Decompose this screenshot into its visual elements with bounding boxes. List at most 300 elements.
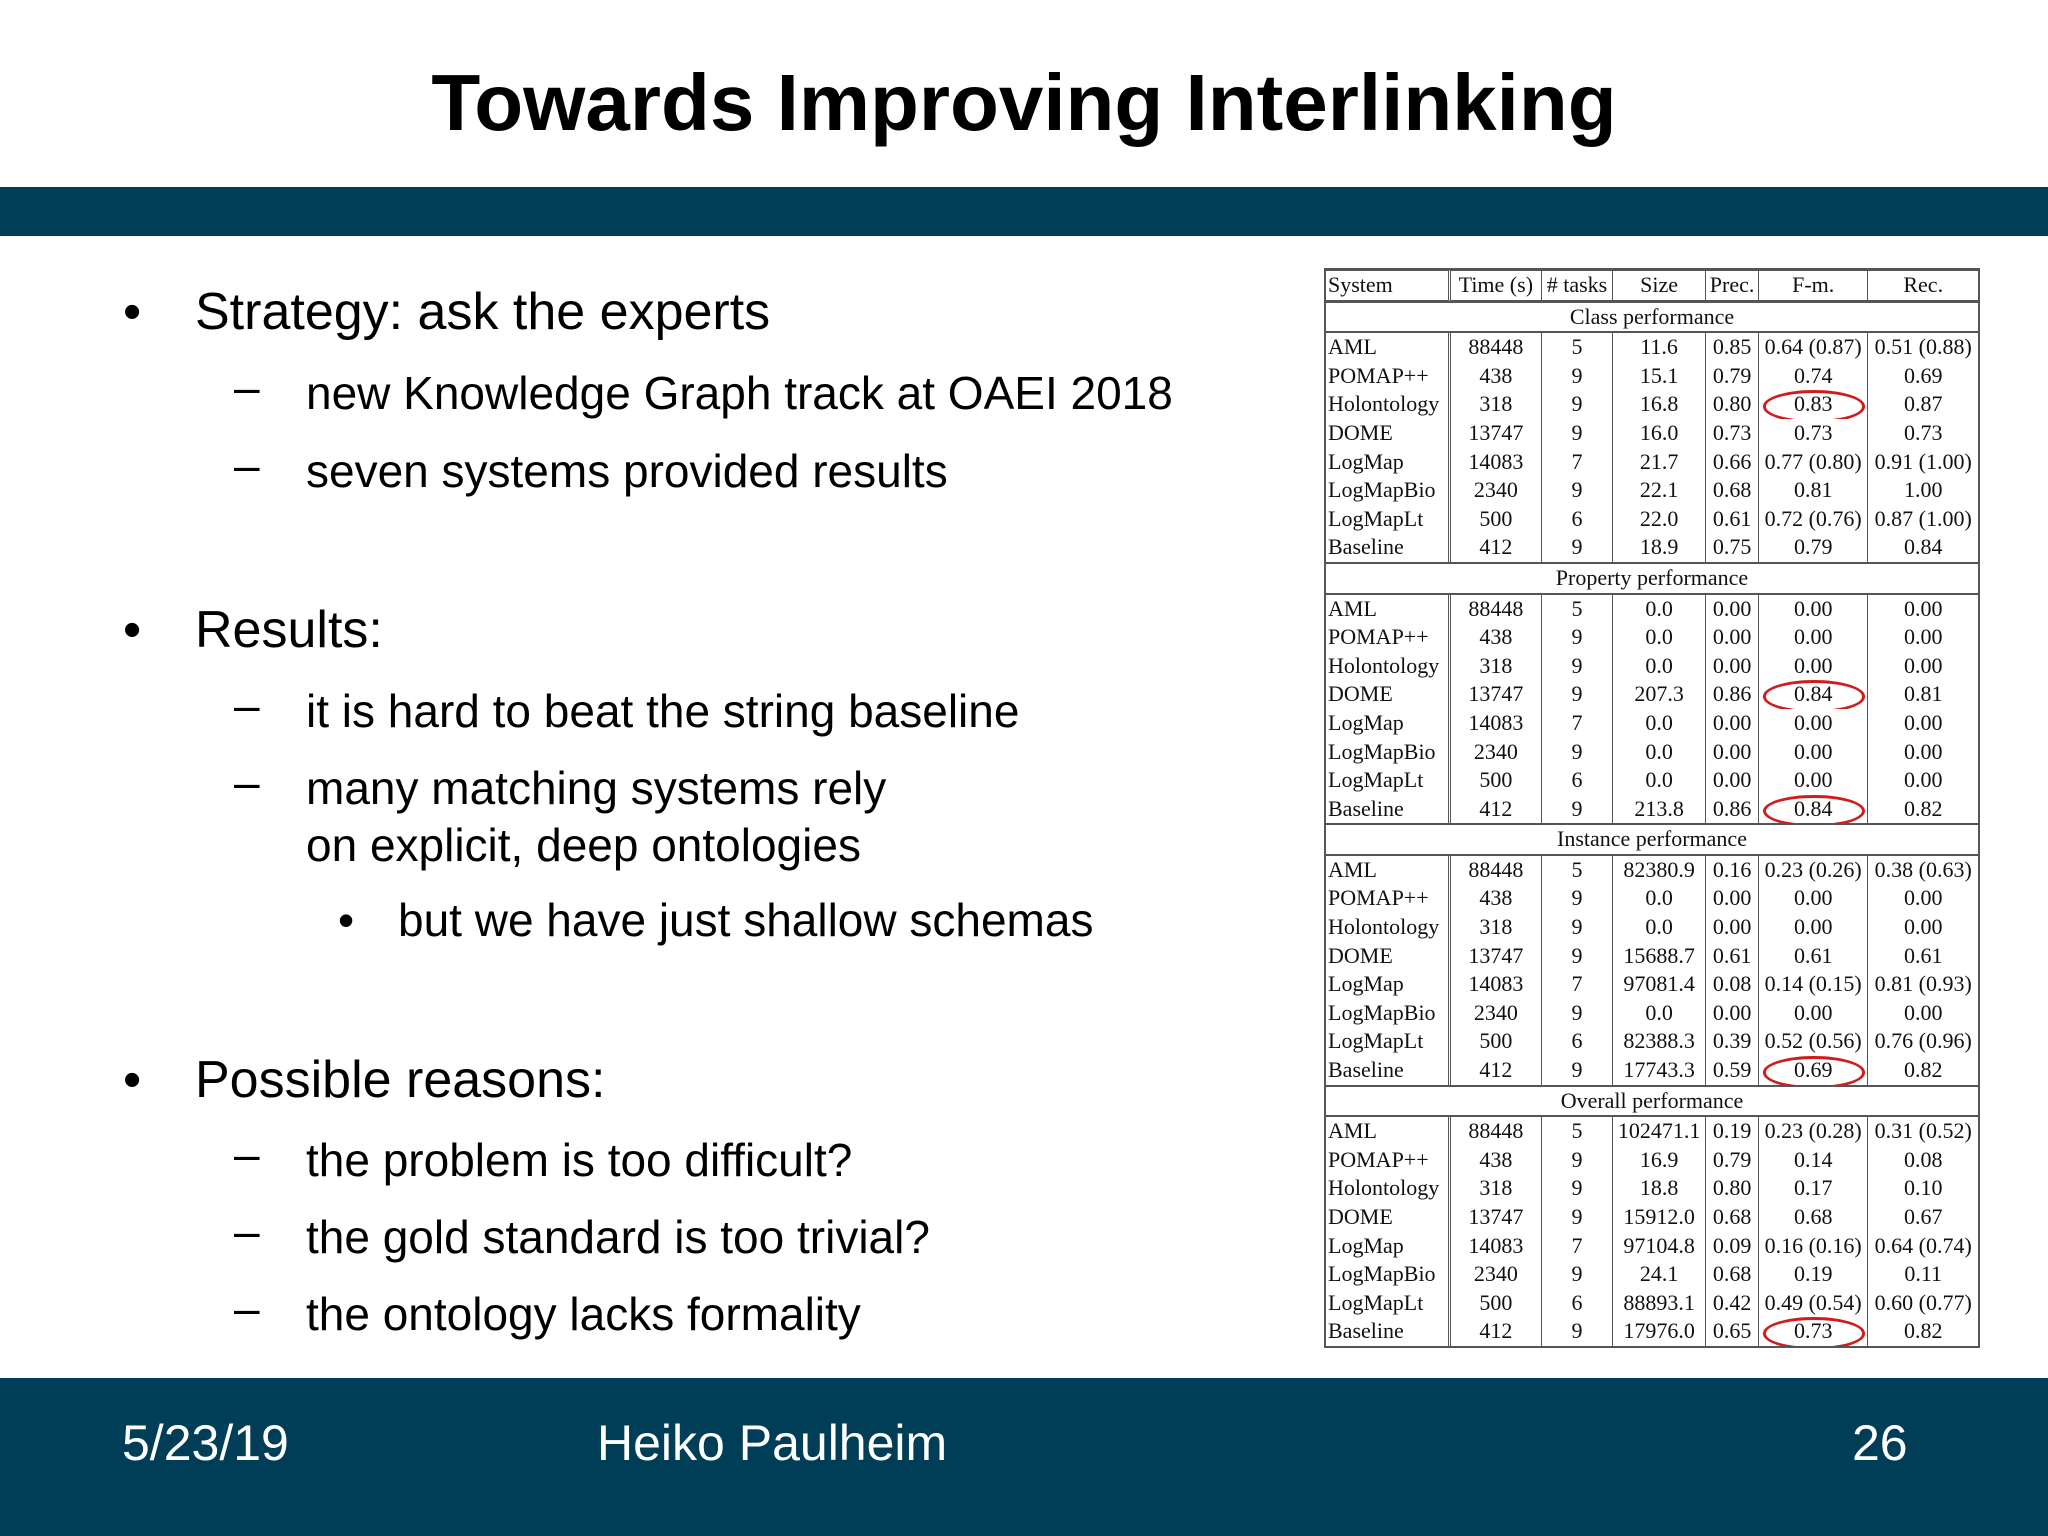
value-cell: 412 bbox=[1451, 795, 1542, 824]
value-cell: 2340 bbox=[1451, 999, 1542, 1028]
value-cell: 0.0 bbox=[1613, 884, 1706, 913]
value-cell: 0.52 (0.56) bbox=[1759, 1027, 1869, 1056]
system-name-cell: LogMapBio bbox=[1326, 476, 1451, 505]
value-cell: 6 bbox=[1542, 505, 1613, 534]
value-cell: 0.82 bbox=[1903, 1057, 1943, 1083]
bullet-mark: • bbox=[123, 1051, 142, 1109]
system-name-cell: AML bbox=[1326, 1117, 1451, 1146]
value-cell: 15912.0 bbox=[1613, 1203, 1706, 1232]
section-title: Class performance bbox=[1326, 301, 1978, 334]
value-cell: 0.68 bbox=[1706, 476, 1759, 505]
value-cell: 6 bbox=[1542, 1289, 1613, 1318]
value-cell: 88893.1 bbox=[1613, 1289, 1706, 1318]
value-cell: 9 bbox=[1542, 362, 1613, 391]
value-cell: 0.86 bbox=[1706, 795, 1759, 824]
value-cell: 0.74 bbox=[1759, 362, 1869, 391]
value-cell: 9 bbox=[1542, 795, 1613, 824]
value-cell: 0.72 (0.76) bbox=[1759, 505, 1869, 534]
table-row bbox=[1326, 680, 1978, 709]
value-cell: 0.00 bbox=[1759, 913, 1869, 942]
value-cell: 0.65 bbox=[1706, 1317, 1759, 1346]
value-cell: 0.66 bbox=[1706, 448, 1759, 477]
value-cell: 438 bbox=[1451, 884, 1542, 913]
header-bar bbox=[0, 187, 2048, 236]
table-row bbox=[1326, 362, 1978, 391]
value-cell: 0.16 bbox=[1706, 856, 1759, 885]
value-cell: 22.1 bbox=[1613, 476, 1706, 505]
value-cell: 0.00 bbox=[1759, 999, 1869, 1028]
value-cell: 0.00 bbox=[1903, 595, 1943, 621]
section-title: Overall performance bbox=[1326, 1085, 1978, 1118]
value-cell: 0.00 bbox=[1706, 623, 1759, 652]
sub-bullet-continuation bbox=[306, 816, 861, 874]
column-header: Prec. bbox=[1706, 270, 1759, 301]
sub-bullet bbox=[234, 1205, 930, 1266]
value-cell: 0.11 bbox=[1904, 1261, 1943, 1287]
value-cell: 9 bbox=[1542, 999, 1613, 1028]
value-cell: 0.67 bbox=[1903, 1204, 1943, 1229]
system-name-cell: LogMap bbox=[1326, 970, 1451, 999]
value-cell: 0.0 bbox=[1613, 652, 1706, 681]
value-cell: 13747 bbox=[1451, 680, 1542, 709]
table-row bbox=[1326, 505, 1978, 534]
table-row bbox=[1326, 623, 1978, 652]
value-cell: 0.00 bbox=[1903, 624, 1943, 650]
value-cell: 9 bbox=[1542, 533, 1613, 562]
footer-date: 5/23/19 bbox=[122, 1415, 289, 1471]
value-cell: 9 bbox=[1542, 623, 1613, 652]
table-row bbox=[1326, 448, 1978, 477]
table-row bbox=[1326, 333, 1978, 362]
bullet-strategy bbox=[123, 280, 771, 344]
value-cell: 0.00 bbox=[1903, 738, 1943, 764]
value-cell: 0.14 bbox=[1759, 1146, 1869, 1175]
value-cell: 2340 bbox=[1451, 476, 1542, 505]
value-cell: 0.00 bbox=[1903, 914, 1943, 940]
dash-mark: – bbox=[234, 1128, 260, 1180]
value-cell: 0.16 (0.16) bbox=[1759, 1232, 1869, 1261]
value-cell: 0.0 bbox=[1613, 738, 1706, 767]
value-cell: 0.00 bbox=[1706, 709, 1759, 738]
value-cell: 15688.7 bbox=[1613, 942, 1706, 971]
value-cell: 0.73 bbox=[1759, 419, 1869, 448]
table-row bbox=[1326, 913, 1978, 942]
dash-mark: – bbox=[234, 756, 260, 808]
value-cell: 9 bbox=[1542, 1146, 1613, 1175]
system-name-cell: Baseline bbox=[1326, 533, 1451, 562]
value-cell: 0.79 bbox=[1759, 533, 1869, 562]
value-cell: 9 bbox=[1542, 419, 1613, 448]
value-cell: 412 bbox=[1451, 533, 1542, 562]
sub-bullet-text: the problem is too difficult? bbox=[306, 1134, 853, 1186]
value-cell: 0.42 bbox=[1706, 1289, 1759, 1318]
table-row bbox=[1326, 1146, 1978, 1175]
value-cell: 0.73 bbox=[1706, 419, 1759, 448]
section-header-row bbox=[1326, 1085, 1978, 1118]
value-cell: 9 bbox=[1542, 680, 1613, 709]
sub-bullet-text: the gold standard is too trivial? bbox=[306, 1211, 930, 1263]
value-cell: 0.61 bbox=[1759, 942, 1869, 971]
value-cell: 0.64 (0.87) bbox=[1759, 333, 1869, 362]
value-cell: 5 bbox=[1542, 1117, 1613, 1146]
system-name-cell: POMAP++ bbox=[1326, 1146, 1451, 1175]
value-cell: 0.77 (0.80) bbox=[1759, 448, 1869, 477]
value-cell: 0.69 bbox=[1903, 362, 1943, 388]
value-cell: 0.61 bbox=[1706, 505, 1759, 534]
system-name-cell: LogMapBio bbox=[1326, 1260, 1451, 1289]
value-cell: 0.00 bbox=[1759, 766, 1869, 795]
system-name-cell: LogMapBio bbox=[1326, 738, 1451, 767]
table-row bbox=[1326, 652, 1978, 681]
sub-bullet-text: many matching systems rely bbox=[306, 762, 887, 814]
value-cell: 0.81 bbox=[1903, 681, 1943, 707]
value-cell: 2340 bbox=[1451, 738, 1542, 767]
value-cell: 0.68 bbox=[1706, 1203, 1759, 1232]
table-row bbox=[1326, 1260, 1978, 1289]
system-name-cell: Baseline bbox=[1326, 1056, 1451, 1085]
section-title: Instance performance bbox=[1326, 823, 1978, 856]
sub-bullet-text: seven systems provided results bbox=[306, 445, 948, 497]
dash-mark: – bbox=[234, 1282, 260, 1334]
value-cell: 0.85 bbox=[1706, 333, 1759, 362]
value-cell: 0.08 bbox=[1706, 970, 1759, 999]
value-cell: 0.39 bbox=[1706, 1027, 1759, 1056]
sub-bullet-text: it is hard to beat the string baseline bbox=[306, 685, 1020, 737]
value-cell: 500 bbox=[1451, 766, 1542, 795]
sub-sub-bullet-text: but we have just shallow schemas bbox=[398, 894, 1094, 946]
system-name-cell: DOME bbox=[1326, 1203, 1451, 1232]
bullet-mark: • bbox=[338, 894, 355, 946]
system-name-cell: Baseline bbox=[1326, 1317, 1451, 1346]
system-name-cell: AML bbox=[1326, 856, 1451, 885]
value-cell: 0.00 bbox=[1759, 595, 1869, 624]
value-cell: 213.8 bbox=[1613, 795, 1706, 824]
value-cell: 0.00 bbox=[1706, 884, 1759, 913]
value-cell: 82380.9 bbox=[1613, 856, 1706, 885]
value-cell: 13747 bbox=[1451, 942, 1542, 971]
bullet-text: Possible reasons: bbox=[195, 1051, 606, 1109]
value-cell: 9 bbox=[1542, 942, 1613, 971]
value-cell: 97104.8 bbox=[1613, 1232, 1706, 1261]
value-cell: 18.9 bbox=[1613, 533, 1706, 562]
system-name-cell: LogMap bbox=[1326, 1232, 1451, 1261]
table-row bbox=[1326, 970, 1978, 999]
value-cell: 500 bbox=[1451, 1289, 1542, 1318]
value-cell: 318 bbox=[1451, 390, 1542, 419]
value-cell: 88448 bbox=[1451, 856, 1542, 885]
value-cell: 0.64 (0.74) bbox=[1874, 1232, 1972, 1258]
value-cell: 0.61 bbox=[1706, 942, 1759, 971]
table-row bbox=[1326, 1174, 1978, 1203]
bullet-text: Strategy: ask the experts bbox=[195, 283, 771, 341]
value-cell: 14083 bbox=[1451, 970, 1542, 999]
value-cell: 0.31 (0.52) bbox=[1874, 1118, 1972, 1144]
value-cell: 0.69 bbox=[1759, 1056, 1869, 1085]
value-cell: 7 bbox=[1542, 709, 1613, 738]
system-name-cell: LogMap bbox=[1326, 448, 1451, 477]
value-cell: 0.73 bbox=[1759, 1317, 1869, 1346]
section-header-row bbox=[1326, 823, 1978, 856]
table-row bbox=[1326, 1289, 1978, 1318]
table-row bbox=[1326, 942, 1978, 971]
value-cell: 0.14 (0.15) bbox=[1759, 970, 1869, 999]
bullet-results bbox=[123, 598, 383, 662]
value-cell: 0.86 bbox=[1706, 680, 1759, 709]
footer-page-number: 26 bbox=[1852, 1415, 1908, 1471]
value-cell: 0.80 bbox=[1706, 1174, 1759, 1203]
value-cell: 17976.0 bbox=[1613, 1317, 1706, 1346]
sub-sub-bullet bbox=[338, 891, 1094, 949]
value-cell: 0.0 bbox=[1613, 766, 1706, 795]
value-cell: 318 bbox=[1451, 1174, 1542, 1203]
bullet-mark: • bbox=[123, 283, 142, 341]
value-cell: 0.68 bbox=[1759, 1203, 1869, 1232]
sub-bullet bbox=[234, 756, 887, 817]
table-row bbox=[1326, 476, 1978, 505]
value-cell: 0.0 bbox=[1613, 999, 1706, 1028]
value-cell: 0.00 bbox=[1706, 999, 1759, 1028]
value-cell: 0.81 bbox=[1759, 476, 1869, 505]
system-name-cell: DOME bbox=[1326, 680, 1451, 709]
slide-title: Towards Improving Interlinking bbox=[431, 58, 1617, 147]
value-cell: 0.00 bbox=[1759, 709, 1869, 738]
value-cell: 0.00 bbox=[1903, 885, 1943, 911]
table-row bbox=[1326, 1317, 1978, 1346]
section-title: Property performance bbox=[1326, 562, 1978, 595]
sub-bullet bbox=[234, 1128, 853, 1189]
value-cell: 16.8 bbox=[1613, 390, 1706, 419]
value-cell: 0.0 bbox=[1613, 595, 1706, 624]
value-cell: 0.10 bbox=[1903, 1175, 1943, 1201]
system-name-cell: LogMapLt bbox=[1326, 766, 1451, 795]
value-cell: 0.80 bbox=[1706, 390, 1759, 419]
bullet-text: Results: bbox=[195, 601, 383, 659]
table-row bbox=[1326, 856, 1978, 885]
dash-mark: – bbox=[234, 1205, 260, 1257]
system-name-cell: LogMapLt bbox=[1326, 1289, 1451, 1318]
value-cell: 0.87 bbox=[1903, 391, 1943, 417]
value-cell: 9 bbox=[1542, 1056, 1613, 1085]
value-cell: 0.79 bbox=[1706, 362, 1759, 391]
value-cell: 18.8 bbox=[1613, 1174, 1706, 1203]
value-cell: 0.59 bbox=[1706, 1056, 1759, 1085]
table-row bbox=[1326, 738, 1978, 767]
value-cell: 0.49 (0.54) bbox=[1759, 1289, 1869, 1318]
column-header: F-m. bbox=[1759, 270, 1869, 301]
value-cell: 102471.1 bbox=[1613, 1117, 1706, 1146]
system-name-cell: DOME bbox=[1326, 419, 1451, 448]
table-row bbox=[1326, 766, 1978, 795]
value-cell: 6 bbox=[1542, 1027, 1613, 1056]
value-cell: 9 bbox=[1542, 1203, 1613, 1232]
value-cell: 0.00 bbox=[1706, 595, 1759, 624]
value-cell: 318 bbox=[1451, 913, 1542, 942]
value-cell: 0.84 bbox=[1759, 680, 1869, 709]
dash-mark: – bbox=[234, 439, 260, 491]
value-cell: 0.82 bbox=[1903, 795, 1943, 821]
value-cell: 11.6 bbox=[1613, 333, 1706, 362]
value-cell: 0.00 bbox=[1706, 766, 1759, 795]
system-name-cell: Holontology bbox=[1326, 652, 1451, 681]
table-row bbox=[1326, 1027, 1978, 1056]
value-cell: 0.23 (0.26) bbox=[1759, 856, 1869, 885]
value-cell: 0.23 (0.28) bbox=[1759, 1117, 1869, 1146]
sub-bullet-text: on explicit, deep ontologies bbox=[306, 819, 861, 871]
value-cell: 0.00 bbox=[1706, 913, 1759, 942]
value-cell: 0.87 (1.00) bbox=[1874, 505, 1972, 531]
table-row bbox=[1326, 533, 1978, 562]
value-cell: 14083 bbox=[1451, 709, 1542, 738]
value-cell: 0.0 bbox=[1613, 623, 1706, 652]
value-cell: 0.84 bbox=[1759, 795, 1869, 824]
column-header: Time (s) bbox=[1451, 270, 1542, 301]
bullet-reasons bbox=[123, 1048, 606, 1112]
value-cell: 0.76 (0.96) bbox=[1874, 1028, 1972, 1054]
system-name-cell: LogMapLt bbox=[1326, 1027, 1451, 1056]
value-cell: 0.0 bbox=[1613, 913, 1706, 942]
value-cell: 22.0 bbox=[1613, 505, 1706, 534]
value-cell: 438 bbox=[1451, 362, 1542, 391]
value-cell: 0.00 bbox=[1759, 884, 1869, 913]
table-row bbox=[1326, 1117, 1978, 1146]
value-cell: 5 bbox=[1542, 595, 1613, 624]
value-cell: 2340 bbox=[1451, 1260, 1542, 1289]
system-name-cell: POMAP++ bbox=[1326, 623, 1451, 652]
value-cell: 17743.3 bbox=[1613, 1056, 1706, 1085]
system-name-cell: Holontology bbox=[1326, 390, 1451, 419]
value-cell: 0.60 (0.77) bbox=[1874, 1289, 1972, 1315]
value-cell: 318 bbox=[1451, 652, 1542, 681]
value-cell: 0.00 bbox=[1903, 999, 1943, 1025]
value-cell: 0.83 bbox=[1759, 390, 1869, 419]
value-cell: 9 bbox=[1542, 652, 1613, 681]
value-cell: 24.1 bbox=[1613, 1260, 1706, 1289]
table-row bbox=[1326, 595, 1978, 624]
value-cell: 21.7 bbox=[1613, 448, 1706, 477]
system-name-cell: LogMapLt bbox=[1326, 505, 1451, 534]
system-name-cell: LogMapBio bbox=[1326, 999, 1451, 1028]
value-cell: 14083 bbox=[1451, 448, 1542, 477]
value-cell: 0.68 bbox=[1706, 1260, 1759, 1289]
dash-mark: – bbox=[234, 361, 260, 413]
value-cell: 14083 bbox=[1451, 1232, 1542, 1261]
value-cell: 9 bbox=[1542, 1260, 1613, 1289]
value-cell: 0.91 (1.00) bbox=[1874, 448, 1972, 474]
table-row bbox=[1326, 999, 1978, 1028]
system-name-cell: Holontology bbox=[1326, 913, 1451, 942]
sub-bullet-text: new Knowledge Graph track at OAEI 2018 bbox=[306, 367, 1173, 419]
value-cell: 0.82 bbox=[1903, 1318, 1943, 1344]
value-cell: 0.79 bbox=[1706, 1146, 1759, 1175]
value-cell: 9 bbox=[1542, 1174, 1613, 1203]
value-cell: 0.81 (0.93) bbox=[1874, 971, 1972, 997]
value-cell: 0.00 bbox=[1759, 652, 1869, 681]
value-cell: 88448 bbox=[1451, 595, 1542, 624]
value-cell: 82388.3 bbox=[1613, 1027, 1706, 1056]
value-cell: 13747 bbox=[1451, 1203, 1542, 1232]
table-row bbox=[1326, 1232, 1978, 1261]
value-cell: 0.75 bbox=[1706, 533, 1759, 562]
value-cell: 0.51 (0.88) bbox=[1874, 334, 1972, 360]
table-row bbox=[1326, 1056, 1978, 1085]
system-name-cell: Holontology bbox=[1326, 1174, 1451, 1203]
value-cell: 0.00 bbox=[1759, 738, 1869, 767]
value-cell: 0.73 bbox=[1903, 419, 1943, 445]
value-cell: 88448 bbox=[1451, 333, 1542, 362]
value-cell: 412 bbox=[1451, 1056, 1542, 1085]
table-row bbox=[1326, 795, 1978, 824]
value-cell: 6 bbox=[1542, 766, 1613, 795]
column-header: System bbox=[1326, 270, 1451, 301]
system-name-cell: AML bbox=[1326, 595, 1451, 624]
value-cell: 438 bbox=[1451, 1146, 1542, 1175]
results-grid bbox=[1324, 268, 1980, 1348]
value-cell: 438 bbox=[1451, 623, 1542, 652]
value-cell: 7 bbox=[1542, 1232, 1613, 1261]
system-name-cell: Baseline bbox=[1326, 795, 1451, 824]
value-cell: 16.9 bbox=[1613, 1146, 1706, 1175]
table-row bbox=[1326, 1203, 1978, 1232]
sub-bullet bbox=[234, 679, 1020, 740]
value-cell: 0.19 bbox=[1706, 1117, 1759, 1146]
section-header-row bbox=[1326, 301, 1978, 334]
value-cell: 0.00 bbox=[1706, 738, 1759, 767]
system-name-cell: LogMap bbox=[1326, 709, 1451, 738]
value-cell: 0.0 bbox=[1613, 709, 1706, 738]
value-cell: 1.00 bbox=[1903, 477, 1943, 503]
system-name-cell: POMAP++ bbox=[1326, 884, 1451, 913]
value-cell: 9 bbox=[1542, 738, 1613, 767]
footer-author: Heiko Paulheim bbox=[597, 1415, 948, 1471]
value-cell: 7 bbox=[1542, 448, 1613, 477]
value-cell: 97081.4 bbox=[1613, 970, 1706, 999]
value-cell: 500 bbox=[1451, 1027, 1542, 1056]
value-cell: 500 bbox=[1451, 505, 1542, 534]
table-row bbox=[1326, 884, 1978, 913]
value-cell: 0.09 bbox=[1706, 1232, 1759, 1261]
value-cell: 0.00 bbox=[1759, 623, 1869, 652]
value-cell: 0.17 bbox=[1759, 1174, 1869, 1203]
value-cell: 0.00 bbox=[1903, 652, 1943, 678]
bullet-mark: • bbox=[123, 601, 142, 659]
value-cell: 9 bbox=[1542, 1317, 1613, 1346]
value-cell: 412 bbox=[1451, 1317, 1542, 1346]
value-cell: 88448 bbox=[1451, 1117, 1542, 1146]
table-row bbox=[1326, 390, 1978, 419]
value-cell: 0.08 bbox=[1903, 1146, 1943, 1172]
value-cell: 0.38 (0.63) bbox=[1874, 856, 1972, 882]
results-table bbox=[1324, 268, 1980, 1348]
sub-bullet bbox=[234, 1282, 861, 1343]
table-row bbox=[1326, 709, 1978, 738]
section-header-row bbox=[1326, 562, 1978, 595]
value-cell: 0.00 bbox=[1706, 652, 1759, 681]
table-row bbox=[1326, 419, 1978, 448]
sub-bullet bbox=[234, 439, 948, 500]
dash-mark: – bbox=[234, 679, 260, 731]
value-cell: 9 bbox=[1542, 390, 1613, 419]
value-cell: 9 bbox=[1542, 884, 1613, 913]
value-cell: 0.61 bbox=[1903, 942, 1943, 968]
system-name-cell: POMAP++ bbox=[1326, 362, 1451, 391]
value-cell: 0.19 bbox=[1759, 1260, 1869, 1289]
value-cell: 0.84 bbox=[1903, 534, 1943, 560]
table-header-row bbox=[1326, 270, 1978, 301]
sub-bullet bbox=[234, 361, 1173, 422]
column-header: # tasks bbox=[1542, 270, 1613, 301]
value-cell: 207.3 bbox=[1613, 680, 1706, 709]
value-cell: 15.1 bbox=[1613, 362, 1706, 391]
